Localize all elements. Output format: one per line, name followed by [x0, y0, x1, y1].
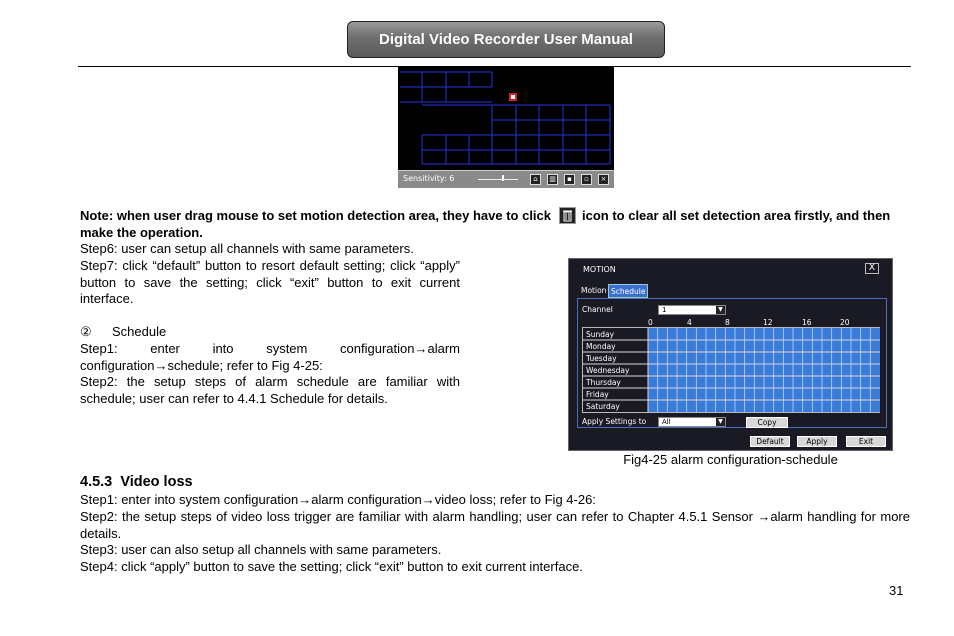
hour-label: 12 [763, 318, 773, 327]
default-button[interactable]: Default [750, 436, 790, 447]
manual-header [347, 21, 665, 58]
channel-value: 1 [662, 306, 667, 314]
chevron-down-icon: ▼ [716, 306, 725, 314]
sensitivity-slider-handle[interactable] [502, 175, 504, 181]
channel-select[interactable] [658, 305, 726, 315]
day-label: Sunday [586, 330, 615, 339]
apply-settings-select[interactable] [658, 417, 726, 427]
videoloss-step2-text: Step2: the setup steps of video loss trigger are familiar with alarm handling; user can refer to Chapter 4.5.1 Sensor →alarm handling for more details. [80, 509, 910, 541]
day-label: Tuesday [586, 354, 617, 363]
videoloss-step1-text: Step1: enter into system configuration→alarm configuration→video loss; refer to Fig 4-26: [80, 492, 596, 507]
chevron-down-icon: ▼ [716, 418, 725, 426]
close-icon[interactable]: × [598, 174, 609, 185]
section-heading [80, 474, 193, 490]
sensitivity-label: Sensitivity: 6 [403, 174, 455, 183]
step6-text: Step6: user can setup all channels with same parameters. [80, 241, 414, 256]
note-text-end: icon to clear all set detection area firstly, and then make the operation. [80, 208, 891, 240]
exit-button[interactable]: Exit [846, 436, 886, 447]
step7-text: Step7: click “default” button to resort default setting; click “apply” button to save the setting; click “exit” button to exit current interface. [80, 258, 460, 307]
lock-icon[interactable]: ▫ [581, 174, 592, 185]
note-text-start: Note: when user drag mouse to set motion detection area, they have to click [80, 208, 551, 223]
day-label: Saturday [586, 402, 620, 411]
hour-label: 20 [840, 318, 850, 327]
tab-schedule[interactable]: Schedule [608, 284, 648, 298]
motion-toolbar [398, 170, 614, 188]
day-label: Thursday [586, 378, 621, 387]
window-title: MOTION [583, 265, 616, 274]
home-icon[interactable]: ⌂ [530, 174, 541, 185]
tab-motion[interactable]: Motion [581, 286, 607, 295]
hour-label: 4 [687, 318, 692, 327]
apply-settings-value: All [662, 418, 671, 426]
note-paragraph [80, 207, 910, 241]
videoloss-step3-text: Step3: user can also setup all channels with same parameters. [80, 542, 442, 557]
trash-icon [559, 207, 576, 224]
section-number: 4.5.3 [80, 474, 113, 490]
schedule-panel [577, 298, 887, 428]
day-label: Monday [586, 342, 616, 351]
copy-button[interactable]: Copy [746, 417, 788, 428]
manual-title: Digital Video Recorder User Manual [379, 31, 633, 48]
hour-label: 16 [802, 318, 812, 327]
figure-caption: Fig4-25 alarm configuration-schedule [623, 452, 838, 467]
day-label: Wednesday [586, 366, 630, 375]
hour-label: 0 [648, 318, 653, 327]
schedule-step1-text: Step1: enter into system configuration→alarm configuration→schedule; refer to Fig 4-25: [80, 341, 460, 373]
motion-area-figure [398, 67, 614, 188]
apply-button[interactable]: Apply [797, 436, 837, 447]
schedule-grid[interactable] [582, 327, 880, 413]
videoloss-step4-text: Step4: click “apply” button to save the setting; click “exit” button to exit current interface. [80, 559, 583, 574]
save-icon[interactable]: ▪ [564, 174, 575, 185]
trash-icon[interactable]: ▥ [547, 174, 558, 185]
hour-label: 8 [725, 318, 730, 327]
close-button[interactable]: X [865, 263, 879, 274]
schedule-step2-text: Step2: the setup steps of alarm schedule are familiar with schedule; user can refer to 4.4.1 Schedule for details. [80, 374, 460, 406]
channel-label: Channel [582, 305, 613, 314]
day-label: Friday [586, 390, 609, 399]
schedule-window-figure [568, 258, 893, 451]
apply-settings-label: Apply Settings to [582, 417, 647, 426]
section-title: Video loss [120, 474, 193, 490]
page-number: 31 [889, 583, 904, 598]
schedule-heading: Schedule [112, 324, 167, 339]
schedule-marker: ② [80, 324, 92, 339]
motion-grid [398, 67, 614, 170]
sensitivity-slider[interactable] [478, 179, 518, 180]
